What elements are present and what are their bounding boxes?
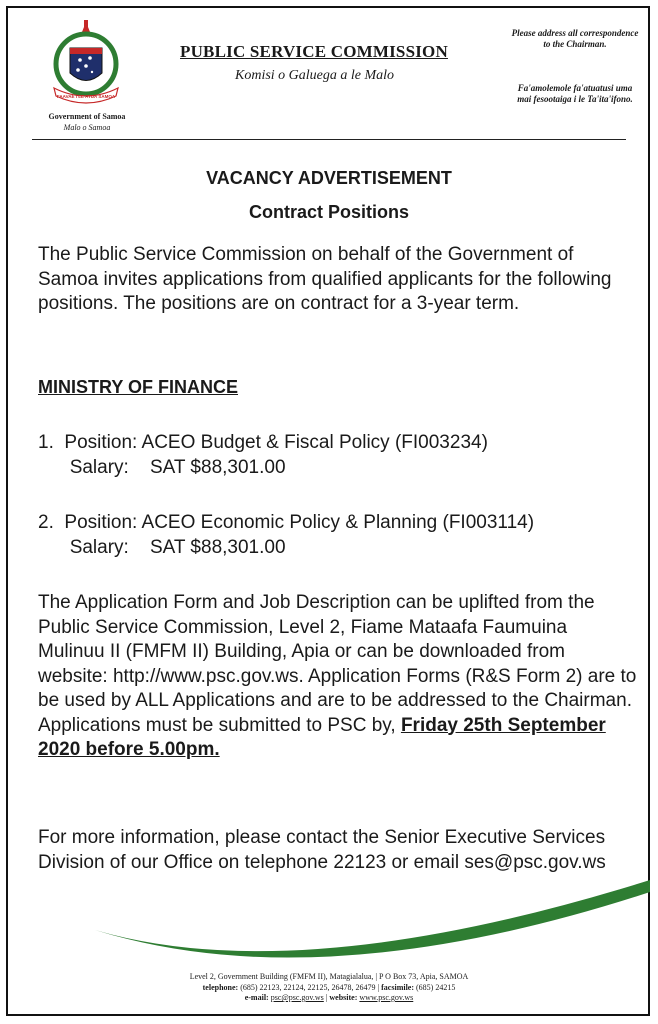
contact-paragraph: For more information, please contact the Senior Executive Services Division of our Office on telephone 22123 or email ses@psc.gov.ws bbox=[38, 827, 606, 873]
salary-value: SAT $88,301.00 bbox=[149, 457, 286, 478]
position-title: ACEO Economic Policy & Planning (FI003114) bbox=[141, 512, 535, 533]
position-label: Position: bbox=[64, 512, 138, 533]
address-note-samoan: Fa'amolemole fa'atuatusi uma mai fesootaiga i le Ta'ita'ifono. bbox=[517, 83, 633, 104]
footer-web-line: e-mail: psc@psc.gov.ws | website: www.psc.gov.ws bbox=[244, 993, 414, 1002]
position-title: ACEO Budget & Fiscal Policy (FI003234) bbox=[141, 432, 488, 453]
footer-address: Level 2, Government Building (FMFM II), Matagialalua, | P O Box 73, Apia, SAMOA bbox=[189, 972, 469, 981]
salary-value: SAT $88,301.00 bbox=[149, 537, 286, 558]
position-number: 1. bbox=[38, 432, 54, 453]
crest-motto: FAAVAE I LE ATUA SAMOA bbox=[56, 94, 116, 99]
telephone-label: telephone: bbox=[202, 982, 239, 992]
fax-value: (685) 24215 bbox=[416, 982, 456, 992]
position-number: 2. bbox=[38, 512, 54, 533]
application-deadline: Friday 25th September 2020 before 5.00pm. bbox=[38, 714, 606, 760]
footer bbox=[0, 972, 658, 1004]
position-label: Position: bbox=[64, 432, 138, 453]
organization-subtitle: Komisi o Galuega a le Malo bbox=[235, 68, 395, 83]
website-label: website: bbox=[329, 993, 358, 1002]
position-item bbox=[38, 430, 488, 480]
application-paragraph bbox=[38, 591, 638, 763]
footer-phone-line: telephone: (685) 22123, 22124, 22125, 26478, 26479 | facsimile: (685) 24215 bbox=[202, 982, 456, 992]
samoa-coat-of-arms-icon bbox=[40, 18, 132, 114]
telephone-value: (685) 22123, 22124, 22125, 26478, 26479 bbox=[240, 982, 376, 992]
application-text: The Application Form and Job Description can be uplifted from the Public Service Commission, Level 2, Fiame Mataafa Faumuina Mulinuu II (FMFM II) Building, Apia or can be downloaded from website: http://www.psc.gov.ws. Application Forms (R&S Form 2) are to be used by ALL Applications and are to be addressed to the Chairman. Applications must be submitted to PSC by, bbox=[38, 592, 637, 736]
salary-label: Salary: bbox=[69, 537, 129, 558]
intro-paragraph: The Public Service Commission on behalf of the Government of Samoa invites applications from qualified applicants for the following positions. The positions are on contract for a 3-year term. bbox=[38, 244, 612, 314]
email-link[interactable]: psc@psc.gov.ws bbox=[270, 993, 324, 1002]
header-divider bbox=[32, 139, 626, 140]
page-subtitle: Contract Positions bbox=[248, 202, 409, 222]
page-title: VACANCY ADVERTISEMENT bbox=[206, 168, 452, 188]
fax-label: facsimile: bbox=[381, 982, 415, 992]
email-label: e-mail: bbox=[244, 993, 269, 1002]
website-link[interactable]: www.psc.gov.ws bbox=[359, 993, 414, 1002]
organization-title: PUBLIC SERVICE COMMISSION bbox=[180, 42, 448, 61]
address-note-english: Please address all correspondence to the Chairman. bbox=[511, 28, 639, 49]
government-name: Government of Samoa bbox=[48, 112, 126, 121]
government-name-samoan: Malo o Samoa bbox=[63, 123, 111, 132]
ministry-heading: MINISTRY OF FINANCE bbox=[38, 377, 239, 397]
salary-label: Salary: bbox=[69, 457, 129, 478]
position-item bbox=[38, 510, 534, 560]
